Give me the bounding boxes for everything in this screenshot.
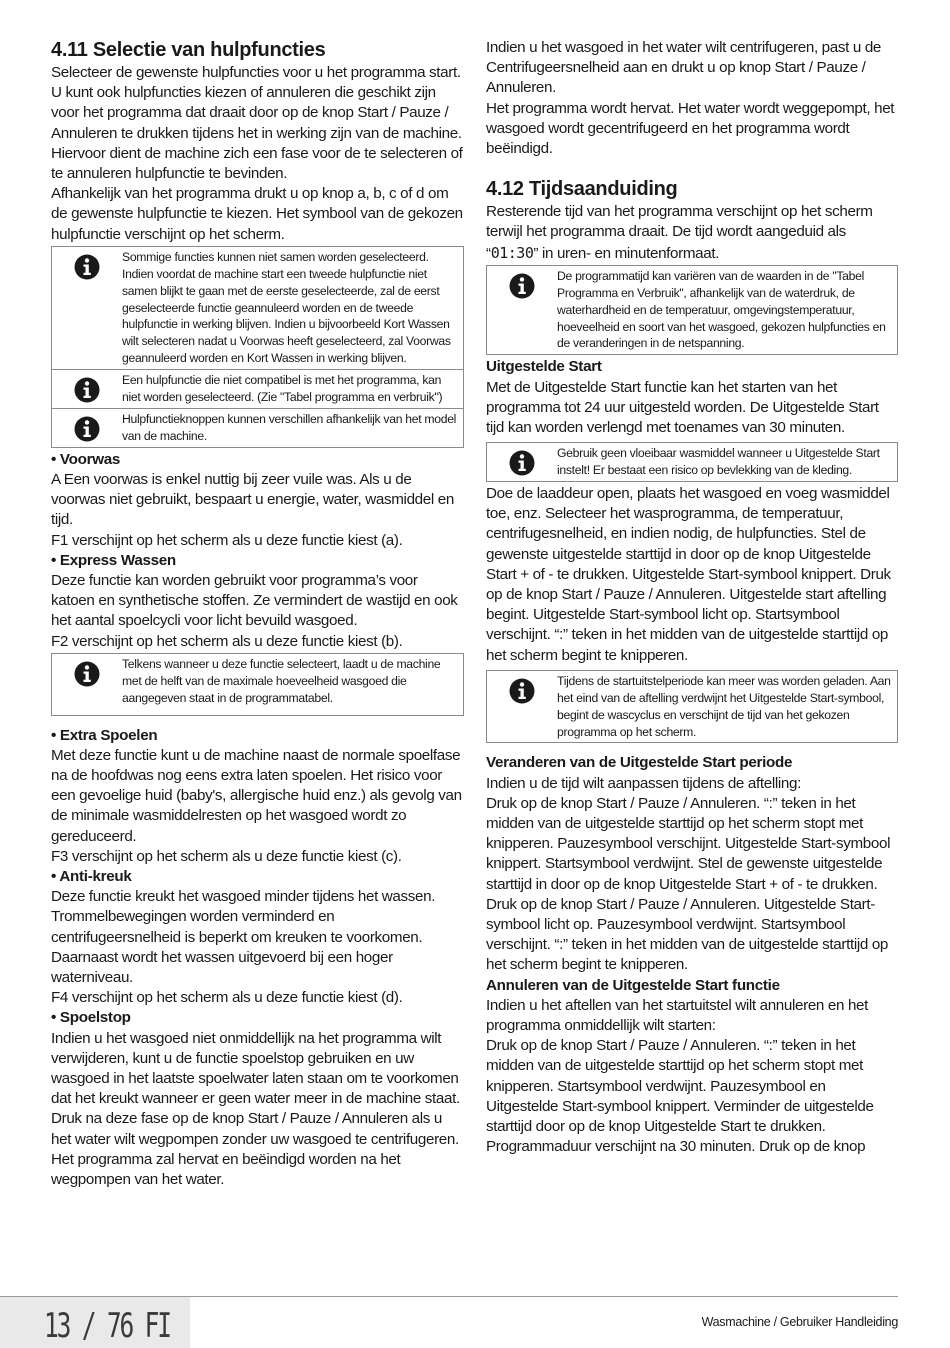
note-text: Sommige functies kunnen niet samen worden geselecteerd. Indien voordat de machine start een tweede hulpfunctie niet samen blijkt te gaan met de eerste geselecteerde, zal de eerst geselecteerde functie geannuleerd worden en de tweede hulpfunctie in werking blijven. Indien u bijvoorbeeld Kort Wassen wilt selecteren nadat u Voorwas heeft geselecteerd, zal Voorwas geannuleerd worden en Kort Wassen in werking blijven. <box>122 249 451 366</box>
paragraph: Met de Uitgestelde Start functie kan het starten van het programma tot 24 uur uitgesteld worden. De Uitgestelde Start tijd kan worden verlengd met toenames van 30 minuten. <box>486 378 879 436</box>
section-title-4-11: 4.11 Selectie van hulpfuncties <box>51 39 326 61</box>
note-box <box>52 408 463 447</box>
info-icon <box>52 372 122 405</box>
paragraph: Afhankelijk van het programma drukt u op knop a, b, c of d om de gewenste hulpfunctie te kiezen. Het symbool van de gekozen hulpfunctie verschijnt op het scherm. <box>51 185 463 243</box>
paragraph: Doe de laaddeur open, plaats het wasgoed en voeg wasmiddel toe, enz. Selecteer het wasprogramma, de temperatuur, centrifugesnelheid, en indien nodig, de hulpfuncties. Stel de gewenste uitgestelde starttijd in door op de knop Uitgestelde Start + of - te drukken. Uitgestelde Start-symbool knippert. Druk op de knop Start / Pauze / Annuleren. Uitgestelde start aftelling begint. Uitgestelde Start-symbool licht op. Startsymbool verschijnt. “:” teken in het midden van de uitgestelde starttijd op het scherm begint te knipperen. <box>486 484 891 664</box>
paragraph: F4 verschijnt op het scherm als u deze functie kiest (d). <box>51 989 403 1007</box>
text-part: ” in uren- en minutenformaat. <box>533 244 720 262</box>
subheading-voorwas: • Voorwas <box>51 450 121 468</box>
note-group <box>486 670 898 744</box>
note-text: Tijdens de startuitstelperiode kan meer was worden geladen. Aan het eind van de aftelling verdwijnt het Uitgestelde Start-symbool, begint de wascyclus en verschijnt de tijd van het gekozen programma op het scherm. <box>557 673 891 739</box>
note-text: Hulpfunctieknoppen kunnen verschillen afhankelijk van het model van de machine. <box>122 411 457 443</box>
subheading-veranderen: Veranderen van de Uitgestelde Start periode <box>486 754 793 772</box>
right-column <box>486 38 898 1158</box>
paragraph: Indien u de tijd wilt aanpassen tijdens de aftelling: <box>486 774 801 792</box>
subheading-spoelstop: • Spoelstop <box>51 1009 131 1027</box>
note-group <box>51 246 464 448</box>
paragraph: Deze functie kan worden gebruikt voor programma’s voor katoen en synthetische stoffen. Ze vermindert de wastijd en ook het aantal spoelcycli voor licht bevuild wasgoed. <box>51 572 458 630</box>
spacer <box>486 159 898 177</box>
note-text: Telkens wanneer u deze functie selecteert, laadt u de machine met de helft van de maximale hoeveelheid wasgoed die aangegeven staat in de programmatabel. <box>122 656 441 705</box>
note-group <box>486 442 898 482</box>
info-icon <box>487 445 557 478</box>
left-column <box>51 38 464 1190</box>
time-display-digits: 01:30 <box>490 243 534 262</box>
subheading-anti-kreuk: • Anti-kreuk <box>51 867 132 885</box>
note-box <box>52 369 463 408</box>
page-number: 13 / 76 FI <box>44 1306 170 1346</box>
paragraph: A Een voorwas is enkel nuttig bij zeer vuile was. Als u de voorwas niet gebruikt, bespaart u energie, water, wasmiddel en tijd. <box>51 471 454 529</box>
info-icon <box>52 249 122 282</box>
spacer <box>51 718 464 726</box>
subheading-uitgestelde-start: Uitgestelde Start <box>486 358 602 376</box>
spacer <box>486 745 898 753</box>
note-text: Gebruik geen vloeibaar wasmiddel wanneer u Uitgestelde Start instelt! Er bestaat een risico op bevlekking van de kleding. <box>557 446 880 478</box>
paragraph <box>486 202 898 264</box>
paragraph: F3 verschijnt op het scherm als u deze functie kiest (c). <box>51 847 402 865</box>
info-icon <box>487 268 557 301</box>
info-icon <box>487 673 557 706</box>
note-text: Een hulpfunctie die niet compatibel is met het programma, kan niet worden geselecteerd. (Zie "Tabel programma en verbruik") <box>122 373 443 405</box>
subheading-express-wassen: • Express Wassen <box>51 551 176 569</box>
note-box <box>52 247 463 369</box>
note-group <box>51 653 464 716</box>
subheading-annuleren: Annuleren van de Uitgestelde Start functie <box>486 976 780 994</box>
subheading-extra-spoelen: • Extra Spoelen <box>51 726 158 744</box>
paragraph: Het programma wordt hervat. Het water wordt weggepompt, het wasgoed wordt gecentrifugeerd en het programma wordt beëindigd. <box>486 99 895 158</box>
note-box <box>487 266 897 355</box>
paragraph: Deze functie kreukt het wasgoed minder tijdens het wassen. Trommelbewegingen worden verminderd en centrifugeersnelheid is beperkt om kreuken te voorkomen. Daarnaast wordt het wassen uitgevoerd bij een hoger waterniveau. <box>51 888 436 986</box>
paragraph: Indien u het wasgoed in het water wilt centrifugeren, past u de Centrifugeersnelheid aan en drukt u op knop Start / Pauze / Annuleren. <box>486 39 882 97</box>
info-icon <box>52 656 122 689</box>
paragraph: Indien u het aftellen van het startuitstel wilt annuleren en het programma onmiddellijk wilt starten: <box>486 996 869 1035</box>
section-title-4-12: 4.12 Tijdsaanduiding <box>486 178 678 201</box>
note-box <box>487 443 897 481</box>
note-box <box>52 654 463 715</box>
paragraph: Met deze functie kunt u de machine naast de normale spoelfase na de hoofdwas nog eens extra laten spoelen. Het risico voor een gevoelige huid (baby's, allergische huid enz.) als gevolg van de minimale wasmiddelresten op het wasgoed wordt zo gereduceerd. <box>51 746 462 845</box>
info-icon <box>52 411 122 444</box>
paragraph: F2 verschijnt op het scherm als u deze functie kiest (b). <box>51 632 403 650</box>
note-box <box>487 671 897 743</box>
note-group <box>486 265 898 356</box>
paragraph: F1 verschijnt op het scherm als u deze functie kiest (a). <box>51 531 403 549</box>
text-part: Resterende tijd van het programma verschijnt op het scherm terwijl het programma draait. De tijd wordt aangeduid als “ <box>486 203 873 262</box>
footer-title: Wasmachine / Gebruiker Handleiding <box>701 1315 898 1329</box>
paragraph: Druk op de knop Start / Pauze / Annuleren. “:” teken in het midden van de uitgestelde starttijd op het scherm stopt met knipperen. Startsymbool verdwijnt. Pauzesymbool en Uitgestelde Start-symbool knippert. Verminder de uitgestelde starttijd door op de knop Uitgestelde Start te drukken. Programmaduur verschijnt na 30 minuten. Druk op de knop <box>486 1037 874 1156</box>
paragraph: Selecteer de gewenste hulpfuncties voor u het programma start. U kunt ook hulpfuncties kiezen of annuleren die geschikt zijn voor het programma dat draait door op de knop Start / Pauze / Annuleren te drukken tijdens het in werking zijn van de machine. Hiervoor dient de machine zich een fase voor de te selecteren of te annuleren hulpfunctie te bevinden. <box>51 64 463 183</box>
paragraph: Indien u het wasgoed niet onmiddellijk na het programma wilt verwijderen, kunt u de functie spoelstop gebruiken en uw wasgoed in het laatste spoelwater laten staan om te voorkomen dat het kreukt wanneer er geen water meer in de machine staat. Druk na deze fase op de knop Start / Pauze / Annuleren als u het water wilt wegpompen zonder uw wasgoed te centrifugeren. Het programma zal hervat en beëindigd worden na het wegpompen van het water. <box>51 1029 460 1189</box>
note-text: De programmatijd kan variëren van de waarden in de "Tabel Programma en Verbruik", afhankelijk van de waterdruk, de waterhardheid en de temperatuur, omgevingstemperatuur, hoeveelheid en soort van het wasgoed, gekozen hulpfuncties en de veranderingen in de netspanning. <box>557 268 886 351</box>
paragraph: Druk op de knop Start / Pauze / Annuleren. “:” teken in het midden van de uitgestelde starttijd op het scherm stopt met knipperen. Pauzesymbool verschijnt. Uitgestelde Start-symbool knippert. Startsymbool verdwijnt. Stel de gewenste uitgestelde starttijd in door op de knop Uitgestelde Start + of - te drukken. Druk op de knop Start / Pauze / Annuleren. Uitgestelde Start-symbool licht op. Pauzesymbool verdwijnt. Startsymbool verschijnt. “:” teken in het midden van de uitgestelde starttijd op het scherm begint te knipperen. <box>486 794 891 974</box>
